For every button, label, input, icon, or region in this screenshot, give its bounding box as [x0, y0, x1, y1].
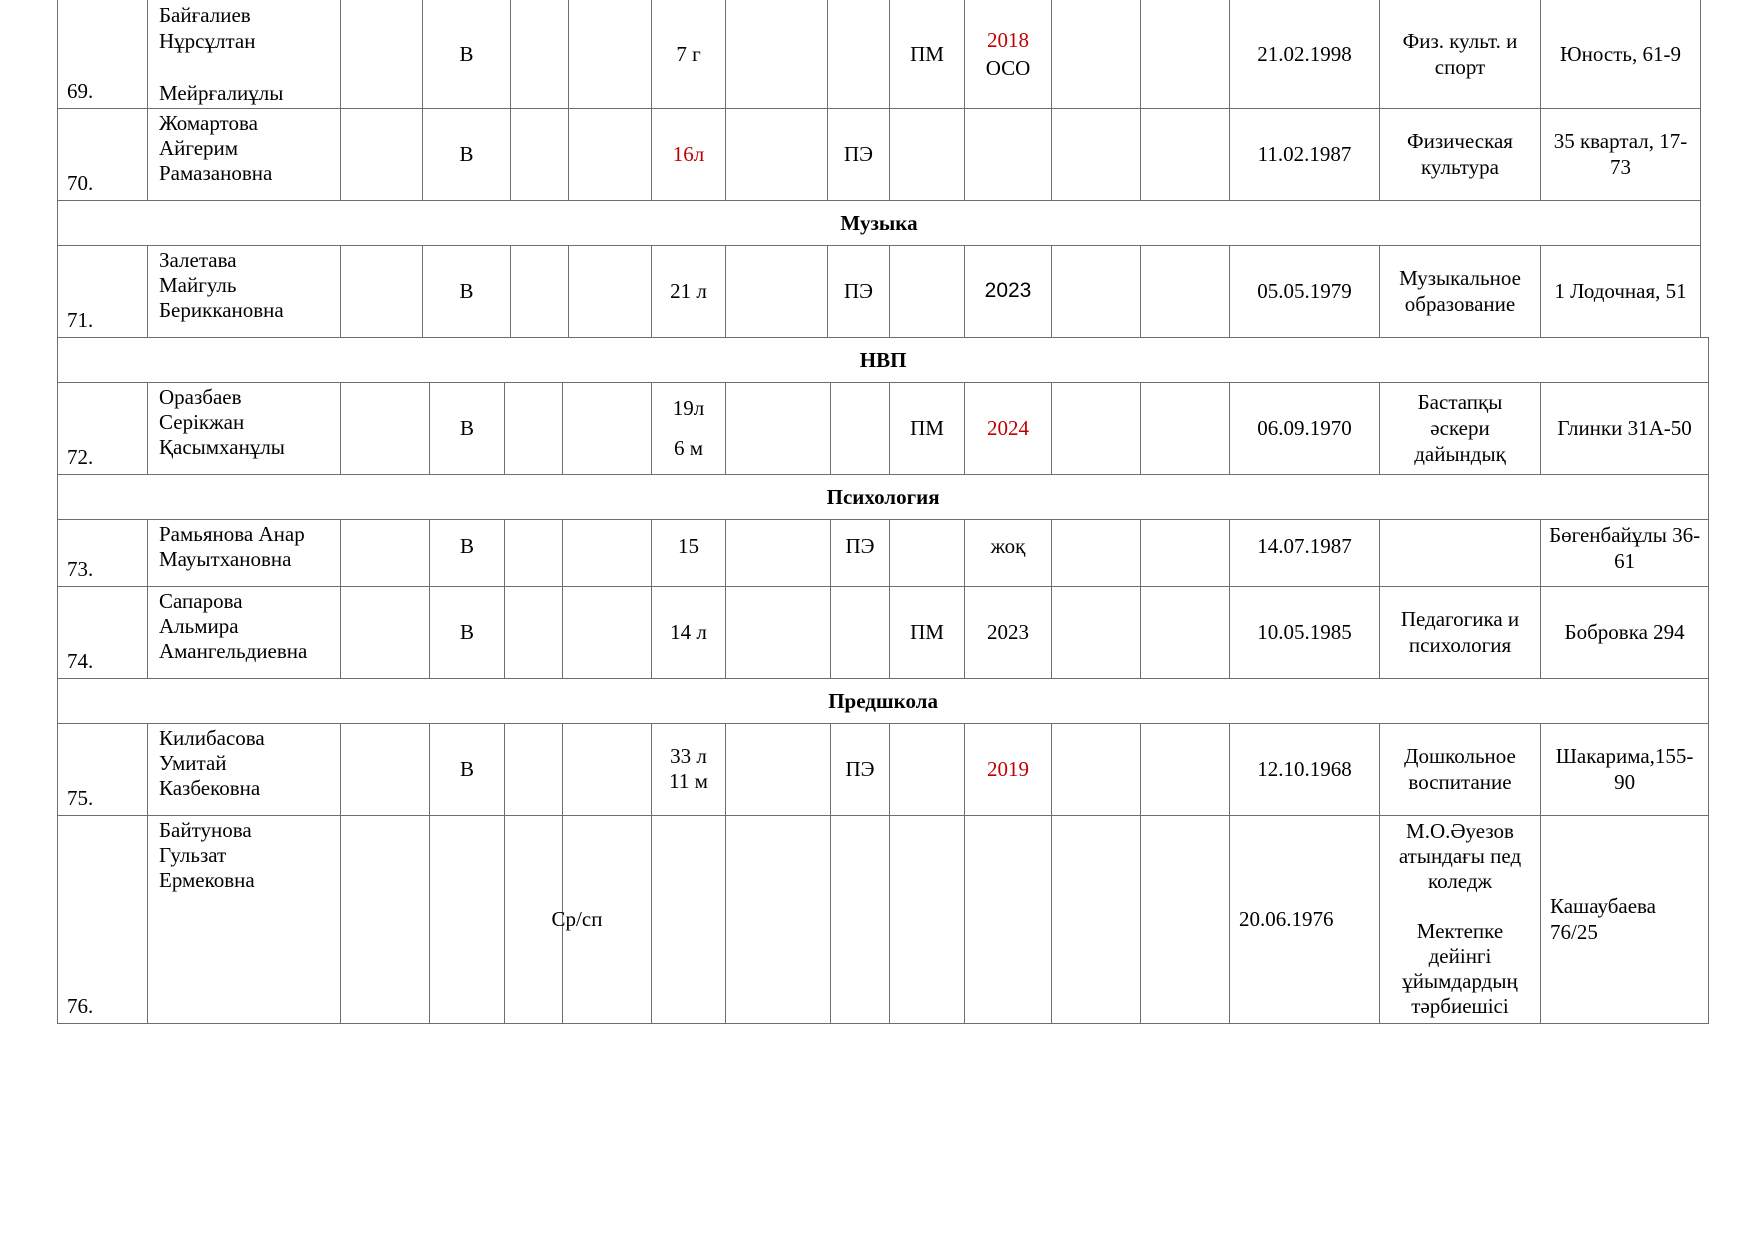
empty-cell — [1141, 108, 1230, 200]
certification-year-highlight: 2018 — [987, 27, 1029, 52]
empty-cell — [341, 245, 423, 337]
empty-cell — [341, 723, 430, 815]
specialty-cell: Бастапқы әскери дайындық — [1380, 382, 1541, 474]
empty-cell — [828, 0, 890, 108]
staff-table-wrapper — [57, 0, 1709, 1024]
address-cell: 1 Лодочная, 51 — [1541, 245, 1701, 337]
education-cell: Ср/сп — [533, 815, 622, 1023]
staff-table-part-1 — [57, 0, 1701, 338]
teacher-name: Оразбаев Серікжан Қасымханұлы — [148, 382, 341, 474]
empty-cell — [341, 0, 423, 108]
experience-cell: 21 л — [652, 245, 726, 337]
education-cell — [563, 586, 652, 678]
experience-cell: 33 л 11 м — [652, 723, 726, 815]
empty-cell — [831, 586, 890, 678]
empty-cell — [1141, 519, 1230, 586]
empty-cell — [890, 815, 965, 1023]
empty-cell — [1052, 108, 1141, 200]
empty-cell — [1141, 815, 1230, 1023]
address-cell: 35 квартал, 17- 73 — [1541, 108, 1701, 200]
address-cell: Юность, 61-9 — [1541, 0, 1701, 108]
qualification-level-cell: ПЭ — [831, 723, 890, 815]
teacher-name: Килибасова Умитай Казбековна — [148, 723, 341, 815]
table-row — [58, 815, 1709, 1023]
empty-cell — [341, 108, 423, 200]
empty-cell — [1141, 0, 1230, 108]
address-cell: Глинки 31А-50 — [1541, 382, 1709, 474]
qualification-level-cell: ПМ — [890, 382, 965, 474]
qualification-level-cell: ПЭ — [831, 519, 890, 586]
empty-cell — [1141, 245, 1230, 337]
certification-year-cell: 2023 — [965, 245, 1052, 337]
qualification-level-cell: ПЭ — [828, 245, 890, 337]
experience-cell: 19л 6 м — [652, 382, 726, 474]
certification-year-cell: 2023 — [965, 586, 1052, 678]
empty-cell — [505, 382, 563, 474]
table-row — [58, 108, 1701, 200]
empty-cell — [341, 586, 430, 678]
row-number: 74. — [58, 586, 148, 678]
empty-cell — [726, 723, 831, 815]
empty-cell — [341, 815, 430, 1023]
table-row — [58, 586, 1709, 678]
row-number: 69. — [58, 0, 148, 108]
teacher-name: Рамьянова Анар Мауытхановна — [148, 519, 341, 586]
education-cell — [563, 519, 652, 586]
empty-cell — [726, 382, 831, 474]
experience-cell: 15 — [652, 519, 726, 586]
section-row — [58, 474, 1709, 519]
experience-cell: 7 г — [652, 0, 726, 108]
empty-cell — [726, 0, 828, 108]
empty-cell — [726, 519, 831, 586]
row-number: 76. — [58, 815, 148, 1023]
birth-date-cell: 10.05.1985 — [1230, 586, 1380, 678]
empty-cell — [726, 245, 828, 337]
address-cell: Бобровка 294 — [1541, 586, 1709, 678]
section-row — [58, 200, 1701, 245]
empty-cell — [890, 723, 965, 815]
empty-cell — [726, 815, 831, 1023]
teacher-name: Сапарова Альмира Амангельдиевна — [148, 586, 341, 678]
birth-date-cell: 14.07.1987 — [1230, 519, 1380, 586]
certification-year-cell: жоқ — [965, 519, 1052, 586]
experience-cell: 14 л — [652, 586, 726, 678]
staff-table-part-2 — [57, 337, 1709, 1024]
education-cell — [563, 723, 652, 815]
empty-cell — [1052, 815, 1141, 1023]
birth-date-cell: 05.05.1979 — [1230, 245, 1380, 337]
row-number: 70. — [58, 108, 148, 200]
table-row — [58, 519, 1709, 586]
section-row — [58, 678, 1709, 723]
section-title-psychology: Психология — [58, 474, 1709, 519]
empty-cell — [1052, 245, 1141, 337]
row-number: 72. — [58, 382, 148, 474]
certification-year-cell — [965, 108, 1052, 200]
empty-cell — [1052, 586, 1141, 678]
certification-year-cell: 2019 — [965, 723, 1052, 815]
qualification-level-cell: ПЭ — [828, 108, 890, 200]
section-row — [58, 337, 1709, 382]
experience-cell: 16л — [652, 108, 726, 200]
row-number: 75. — [58, 723, 148, 815]
certification-year-cell: 2018 ОСО — [965, 0, 1052, 108]
empty-cell — [890, 245, 965, 337]
section-title-preschool: Предшкола — [58, 678, 1709, 723]
empty-cell — [1052, 519, 1141, 586]
empty-cell — [341, 519, 430, 586]
qualification-level-cell — [831, 815, 890, 1023]
table-row — [58, 382, 1709, 474]
empty-cell — [505, 519, 563, 586]
specialty-cell: Физ. культ. и спорт — [1380, 0, 1541, 108]
section-title-music: Музыка — [58, 200, 1701, 245]
empty-cell — [511, 0, 569, 108]
education-cell — [569, 245, 652, 337]
row-number: 71. — [58, 245, 148, 337]
specialty-cell — [1380, 519, 1541, 586]
empty-cell — [831, 382, 890, 474]
specialty-cell: Педагогика и психология — [1380, 586, 1541, 678]
empty-cell — [1141, 382, 1230, 474]
birth-date-cell: 12.10.1968 — [1230, 723, 1380, 815]
teacher-name: Залетава Майгуль Бериккановна — [148, 245, 341, 337]
birth-date-cell: 11.02.1987 — [1230, 108, 1380, 200]
section-title-nvp: НВП — [58, 337, 1709, 382]
empty-cell — [1052, 382, 1141, 474]
category-cell: В — [423, 245, 511, 337]
address-cell: Шакарима,155- 90 — [1541, 723, 1709, 815]
specialty-cell: М.О.Әуезов атындағы пед коледж Мектепке дейінгі ұйымдардың тәрбиешісі — [1380, 815, 1541, 1023]
table-row — [58, 0, 1701, 108]
category-cell: В — [430, 586, 505, 678]
empty-cell — [726, 586, 831, 678]
specialty-cell: Дошкольное воспитание — [1380, 723, 1541, 815]
empty-cell — [341, 382, 430, 474]
education-cell — [563, 382, 652, 474]
empty-cell — [511, 108, 569, 200]
category-cell: В — [423, 108, 511, 200]
empty-cell — [505, 723, 563, 815]
qualification-level-cell: ПМ — [890, 586, 965, 678]
empty-cell — [1052, 723, 1141, 815]
empty-cell — [890, 108, 965, 200]
certification-year-cell — [965, 815, 1052, 1023]
empty-cell — [890, 519, 965, 586]
education-cell — [569, 0, 652, 108]
category-cell: В — [430, 519, 505, 586]
category-cell: В — [423, 0, 511, 108]
birth-date-cell: 21.02.1998 — [1230, 0, 1380, 108]
birth-date-cell: 06.09.1970 — [1230, 382, 1380, 474]
specialty-cell: Музыкальное образование — [1380, 245, 1541, 337]
row-number: 73. — [58, 519, 148, 586]
category-cell: В — [430, 382, 505, 474]
table-row — [58, 245, 1701, 337]
empty-cell — [1141, 586, 1230, 678]
table-row — [58, 723, 1709, 815]
empty-cell — [726, 108, 828, 200]
teacher-name: Жомартова Айгерим Рамазановна — [148, 108, 341, 200]
qualification-level-cell: ПМ — [890, 0, 965, 108]
specialty-cell: Физическая культура — [1380, 108, 1541, 200]
address-cell: Бөгенбайұлы 36- 61 — [1541, 519, 1709, 586]
empty-cell — [511, 245, 569, 337]
certification-year-cell: 2024 — [965, 382, 1052, 474]
education-cell — [569, 108, 652, 200]
empty-cell — [1141, 723, 1230, 815]
experience-cell — [652, 815, 726, 1023]
teacher-name: Байтунова Гульзат Ермековна — [148, 815, 341, 1023]
category-cell: В — [430, 723, 505, 815]
teacher-name: Байғалиев Нұрсұлтан Мейрғалиұлы — [148, 0, 341, 108]
birth-date-cell: 20.06.1976 — [1230, 815, 1380, 1023]
address-cell: Кашаубаева 76/25 — [1541, 815, 1709, 1023]
empty-cell — [505, 586, 563, 678]
category-cell — [430, 815, 505, 1023]
empty-cell — [1052, 0, 1141, 108]
